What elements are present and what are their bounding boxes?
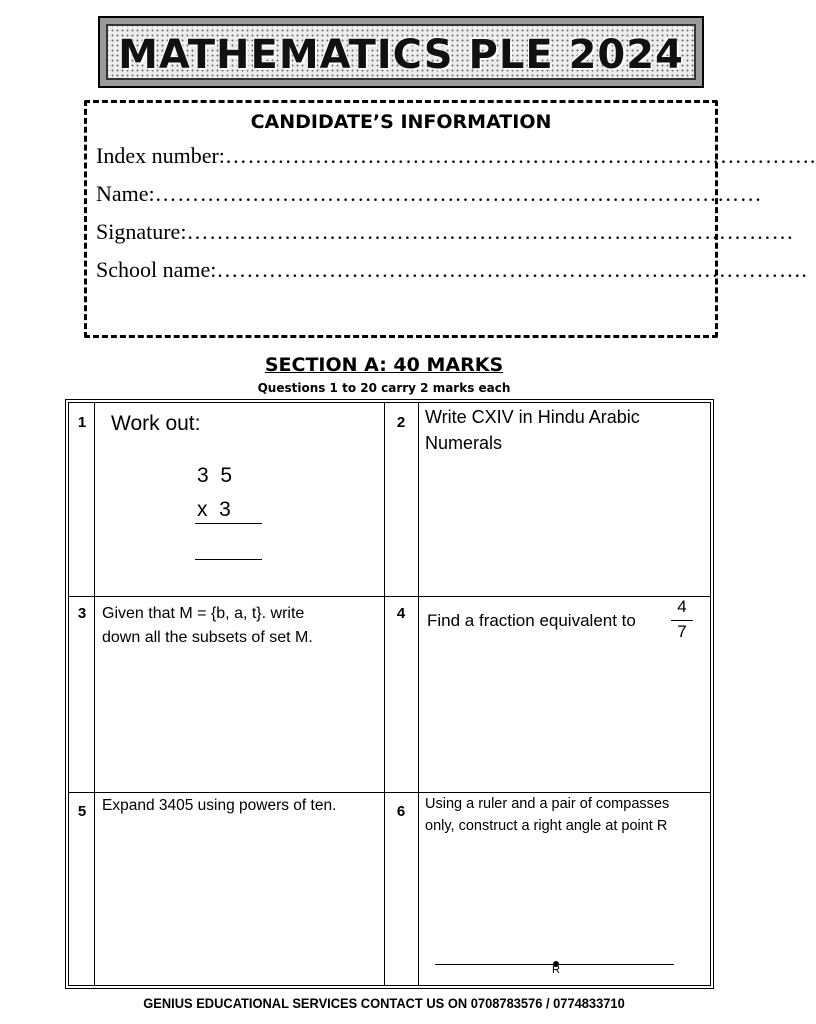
name-field[interactable] — [96, 181, 763, 213]
questions-grid-inner — [68, 402, 711, 986]
question-number: 2 — [396, 414, 406, 431]
questions-grid — [65, 399, 714, 989]
field-dots: ……………………………………………………………………. — [216, 257, 808, 282]
signature-field[interactable] — [96, 219, 794, 251]
page-title: MATHEMATICS PLE 2024 — [118, 32, 684, 78]
grid-divider — [94, 403, 95, 985]
grid-divider — [418, 403, 419, 985]
fraction-numerator: 4 — [677, 597, 687, 616]
point-r-label: R — [552, 964, 560, 976]
field-colon: : — [148, 181, 155, 206]
index-number-field[interactable] — [96, 143, 816, 175]
question-number: 1 — [77, 414, 87, 431]
q1-top-digits: 3 5 — [197, 464, 233, 487]
question-number: 4 — [396, 605, 406, 622]
candidate-info-box — [84, 100, 816, 338]
question-2-line2: Numerals — [425, 433, 503, 453]
field-dots: ……………………………………………………………………. — [224, 143, 816, 168]
question-number: 6 — [396, 803, 406, 820]
field-colon: : — [210, 257, 217, 282]
fraction-denominator: 7 — [677, 622, 687, 641]
field-dots: ……………………………………………………………………… — [154, 181, 763, 206]
title-banner — [98, 16, 704, 88]
fraction-bar — [671, 620, 693, 621]
candidate-info-title: CANDIDATE’S INFORMATION — [250, 111, 552, 133]
q1-answer-line — [195, 559, 262, 560]
field-dots: ……………………………………………………………………… — [186, 219, 794, 244]
field-colon: : — [180, 219, 187, 244]
section-subtitle: Questions 1 to 20 carry 2 marks each — [257, 381, 511, 395]
question-3-line2: down all the subsets of set M. — [102, 629, 313, 646]
field-label: Name — [96, 181, 149, 206]
field-label: Index number — [96, 143, 219, 168]
footer-contact: GENIUS EDUCATIONAL SERVICES CONTACT US ON 0708783576 / 0774833710 — [143, 995, 625, 1011]
field-label: Signature — [96, 219, 181, 244]
field-label: School name — [96, 257, 211, 282]
grid-divider — [69, 596, 710, 597]
school-name-field[interactable] — [96, 257, 808, 289]
grid-divider — [384, 403, 385, 985]
question-4-text: Find a fraction equivalent to — [427, 611, 636, 630]
question-5-text: Expand 3405 using powers of ten. — [102, 797, 337, 814]
question-number: 5 — [77, 803, 87, 820]
section-title: SECTION A: 40 MARKS — [264, 354, 504, 376]
q1-product-line — [195, 523, 262, 524]
question-3-line1: Given that M = {b, a, t}. write — [102, 605, 305, 622]
question-6-line2: only, construct a right angle at point R — [425, 818, 668, 834]
question-2-line1: Write CXIV in Hindu Arabic — [425, 407, 640, 427]
field-colon: : — [218, 143, 225, 168]
question-6-line1: Using a ruler and a pair of compasses — [425, 796, 670, 812]
question-number: 3 — [77, 605, 87, 622]
q1-multiplier: x 3 — [197, 498, 231, 521]
question-1-text: Work out: — [111, 412, 201, 435]
